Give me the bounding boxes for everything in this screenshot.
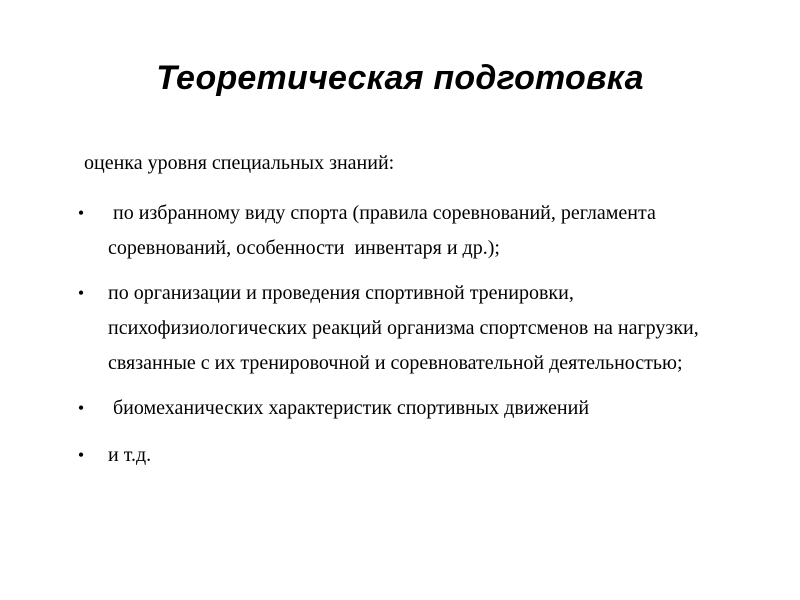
bullet-text: и т.д. [108,444,152,466]
bullet-icon: • [77,398,85,418]
bullet-icon: • [77,283,85,303]
bullet-icon: • [77,203,85,223]
bullet-item [74,196,774,266]
slide-title: Теоретическая подготовка [156,59,644,97]
intro-text: оценка уровня специальных знаний: [84,152,395,174]
bullet-list [74,196,774,473]
bullet-text: биомеханических характеристик спортивных движений [108,397,590,419]
bullet-text: по избранному виду спорта (правила соревнований, регламента соревнований, особенности инвентаря и др.); [108,202,661,259]
bullet-item [74,276,774,381]
bullet-item [74,391,774,426]
bullet-icon: • [77,445,85,465]
bullet-text: по организации и проведения спортивной тренировки, психофизиологических реакций организма спортсменов на нагрузки, связанные с их тренировочной и соревновательной деятельностью; [108,282,704,374]
bullet-item [74,438,774,473]
